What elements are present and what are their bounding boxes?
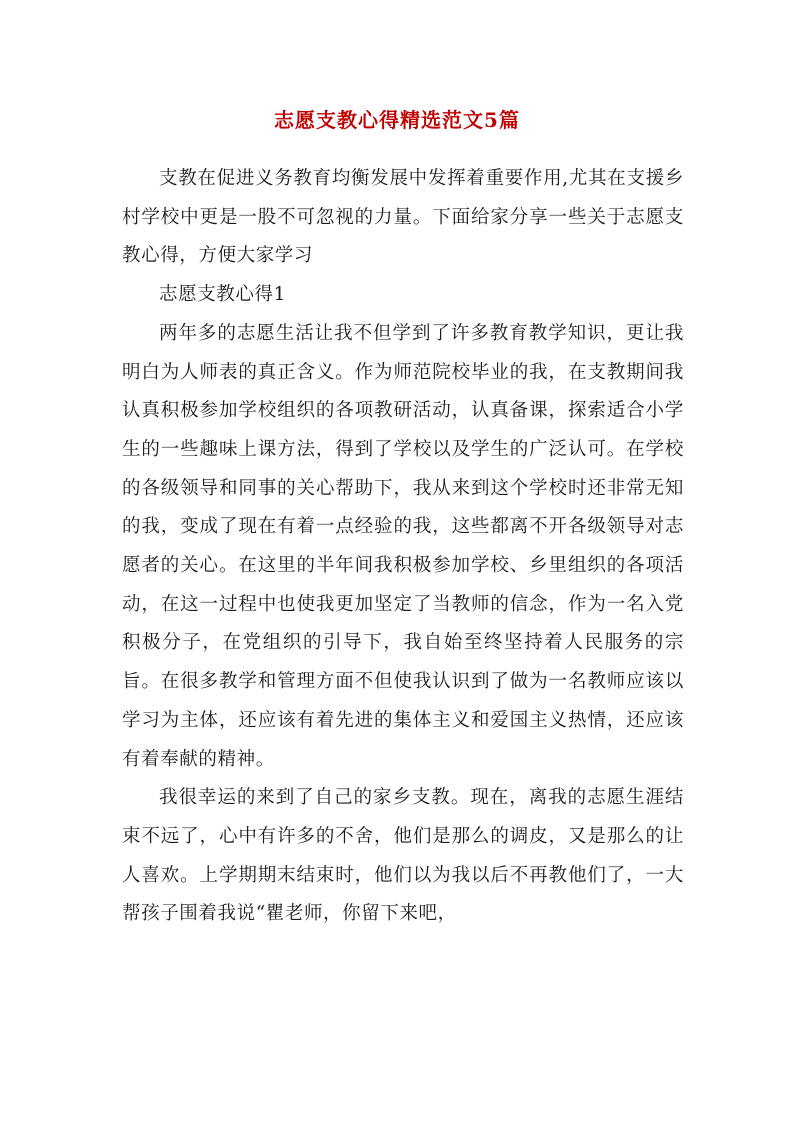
body-paragraph-1: 两年多的志愿生活让我不但学到了许多教育教学知识，更让我明白为人师表的真正含义。作为师范院校毕业的我，在支教期间我认真积极参加学校组织的各项教研活动，认真备课，探索适合小学生的一些趣味上课方法，得到了学校以及学生的广泛认可。在学校的各级领导和同事的关心帮助下，我从来到这个学校时还非常无知的我，变成了现在有着一点经验的我，这些都离不开各级领导对志愿者的关心。在这里的半年间我积极参加学校、乡里组织的各项活动，在这一过程中也使我更加坚定了当教师的信念，作为一名入党积极分子，在党组织的引导下，我自始至终坚持着人民服务的宗旨。在很多教学和管理方面不但使我认识到了做为一名教师应该以学习为主体，还应该有着先进的集体主义和爱国主义热情，还应该有着奉献的精神。 (122, 322, 684, 770)
intro-paragraph: 支教在促进义务教育均衡发展中发挥着重要作用,尤其在支援乡村学校中更是一股不可忽视的力量。下面给家分享一些关于志愿支教心得，方便大家学习 (122, 168, 684, 267)
document-title: 志愿支教心得精选范文5篇 (274, 108, 520, 132)
section-heading: 志愿支教心得1 (159, 284, 286, 306)
body-paragraph-2: 我很幸运的来到了自己的家乡支教。现在，离我的志愿生涯结束不远了，心中有许多的不舍，他们是那么的调皮，又是那么的让人喜欢。上学期期末结束时，他们以为我以后不再教他们了，一大帮孩子围着我说“瞿老师，你留下来吧， (122, 787, 684, 925)
document-body (122, 160, 684, 934)
